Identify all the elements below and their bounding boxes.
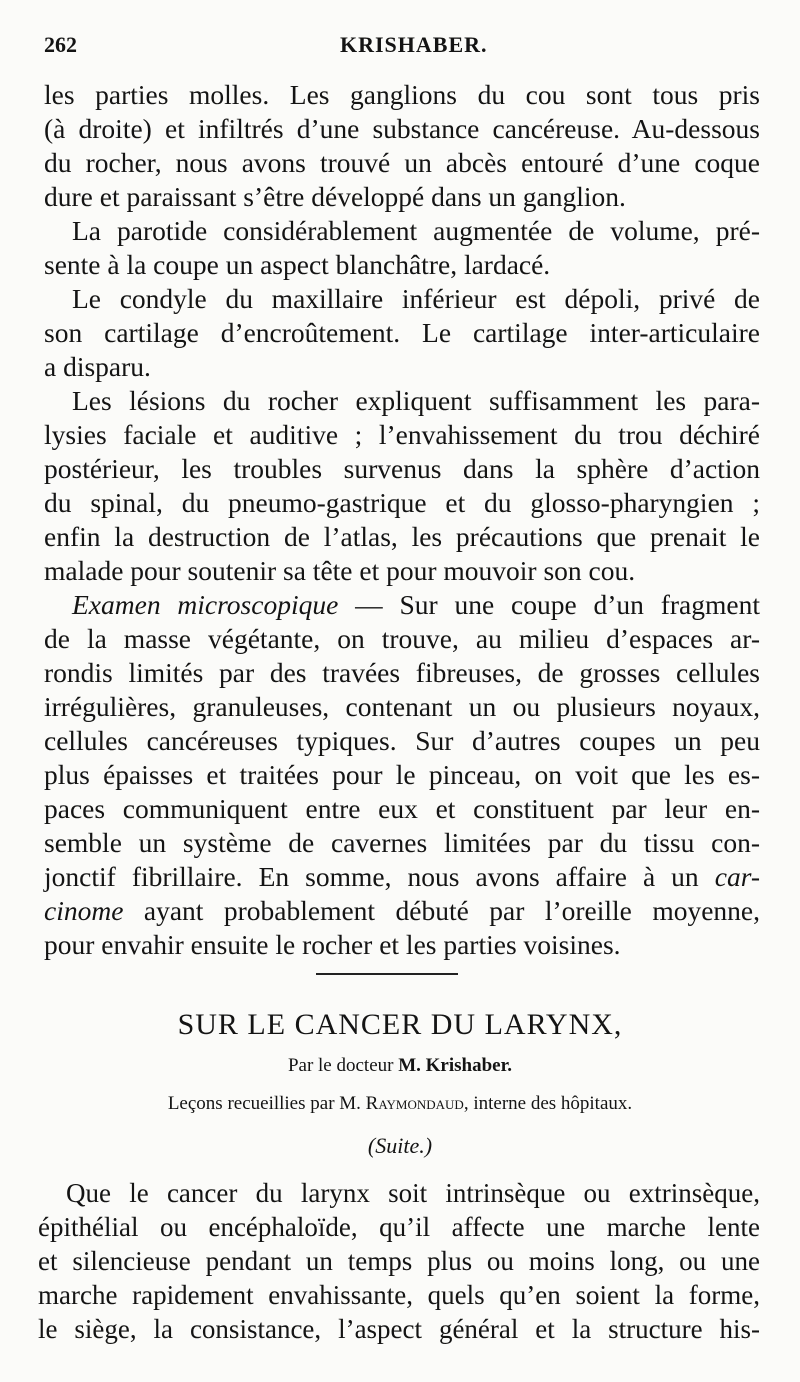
text-line-examen (72, 588, 760, 622)
byline-author: M. Krishaber. (398, 1055, 513, 1076)
text-line: du rocher, nous avons trouvé un abcès entouré d’une coque (44, 147, 760, 178)
notes-prefix: Leçons recueillies par M. (167, 1093, 361, 1114)
text-line: dure et paraissant s’être développé dans un ganglion. (44, 181, 626, 212)
text-line-carcinome (44, 860, 760, 894)
text-line: a disparu. (44, 351, 151, 382)
notes-suffix: , interne des hôpitaux. (463, 1093, 633, 1114)
article-line: Que le cancer du larynx soit intrinsèque ou extrinsèque, (66, 1178, 760, 1208)
text-line: du spinal, du pneumo-gastrique et du glosso-pharyngien ; (44, 487, 760, 518)
text-line: irrégulières, granuleuses, contenant un ou plusieurs noyaux, (44, 691, 760, 722)
text-line: plus épaisses et traitées pour le pinceau, on voit que les es- (44, 759, 760, 790)
article-line: et silencieuse pendant un temps plus ou moins long, ou une (38, 1246, 760, 1276)
text-line: enfin la destruction de l’atlas, les précautions que prenait le (44, 521, 760, 552)
italic-heading: Examen microscopique (72, 589, 339, 620)
section-divider (316, 973, 458, 975)
article-continuation (0, 1133, 800, 1159)
article-line: marche rapidement envahissante, quels qu’en soient la forme, (38, 1280, 760, 1310)
text-line: cellules cancéreuses typiques. Sur d’autres coupes un peu (44, 725, 760, 756)
text-fragment: — Sur une coupe d’un fragment (355, 589, 760, 620)
text-line: semble un système de cavernes limitées par du tissu con- (44, 827, 760, 858)
text-line: rondis limités par des travées fibreuses, de grosses cellules (44, 657, 760, 688)
text-line: lysies faciale et auditive ; l’envahissement du trou déchiré (44, 419, 760, 450)
text-line: sente à la coupe un aspect blanchâtre, lardacé. (44, 249, 551, 280)
notes-name: Raymondaud (365, 1093, 464, 1114)
byline-prefix: Par le docteur (287, 1055, 394, 1076)
text-line: paces communiquent entre eux et constituent par leur en- (44, 793, 760, 824)
text-line: de la masse végétante, on trouve, au milieu d’espaces ar- (44, 623, 760, 654)
article-byline (0, 1055, 800, 1077)
article-notes (0, 1093, 800, 1115)
text-line: les parties molles. Les ganglions du cou sont tous pris (44, 79, 760, 110)
suite-label: (Suite.) (367, 1133, 433, 1158)
italic-word: car- (714, 861, 760, 892)
page-number: 262 (44, 32, 77, 57)
running-head: KRISHABER. (340, 32, 488, 57)
text-line: son cartilage d’encroûtement. Le cartilage inter-articulaire (44, 317, 760, 348)
text-line: Les lésions du rocher expliquent suffisamment les para- (72, 385, 760, 416)
text-fragment: ayant probablement débuté par l’oreille moyenne, (143, 895, 760, 926)
page-header (44, 32, 764, 64)
text-fragment: jonctif fibrillaire. En somme, nous avons affaire à un (44, 861, 715, 892)
text-line: Le condyle du maxillaire inférieur est dépoli, privé de (72, 283, 760, 314)
article-line: le siège, la consistance, l’aspect général et la structure his- (38, 1314, 760, 1344)
text-line: pour envahir ensuite le rocher et les parties voisines. (44, 929, 621, 960)
text-line: (à droite) et infiltrés d’une substance cancéreuse. Au-dessous (44, 113, 760, 144)
article-line: épithélial ou encéphaloïde, qu’il affecte une marche lente (38, 1212, 760, 1242)
text-line: La parotide considérablement augmentée de volume, pré- (72, 215, 760, 246)
text-line: postérieur, les troubles survenus dans la sphère d’action (44, 453, 760, 484)
text-line-cinome (44, 894, 760, 928)
article-title: SUR LE CANCER DU LARYNX, (177, 1008, 623, 1041)
text-line: malade pour soutenir sa tête et pour mouvoir son cou. (44, 555, 636, 586)
italic-word: cinome (44, 895, 124, 926)
